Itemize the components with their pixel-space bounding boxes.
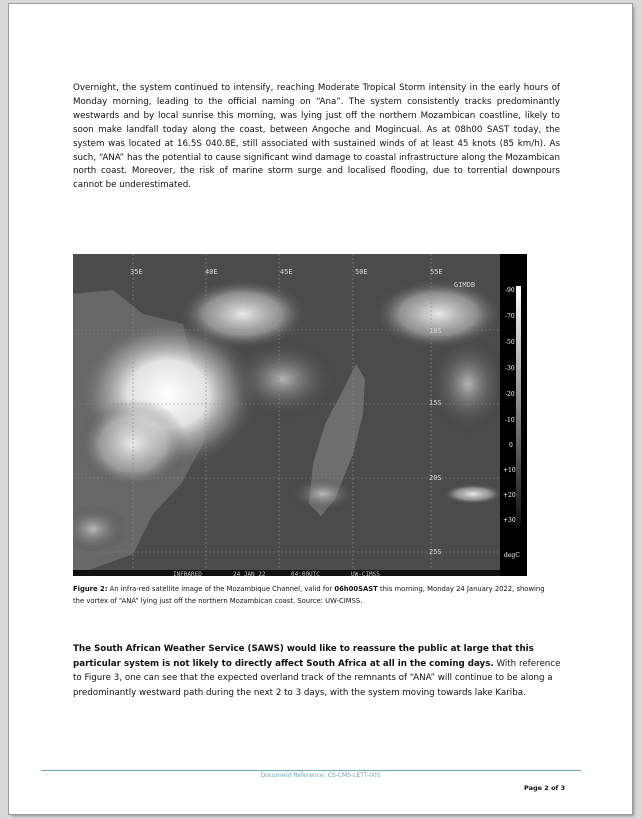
lon-label-40e: 40E xyxy=(205,268,218,276)
body-paragraph-saws-statement xyxy=(73,642,563,700)
scale-value: -50 xyxy=(505,339,515,346)
caption-text: An infra-red satellite image of the Mozambique Channel, valid for xyxy=(107,585,335,593)
lat-label-10s: 10S xyxy=(429,327,442,335)
caption-text-continued: this morning, Monday 24 January 2022, showing the vortex of “ANA” lying just off the northern Mozambican coast. Source: UW-CIMSS. xyxy=(73,585,545,605)
scale-value: -20 xyxy=(505,391,515,398)
caption-label: Figure 2: xyxy=(73,585,108,593)
scale-value: +30 xyxy=(503,517,516,524)
lat-label-20s: 20S xyxy=(429,474,442,482)
lat-label-25s: 25S xyxy=(429,548,442,556)
image-date-label: 24 JAN 22 xyxy=(233,571,266,576)
scale-value: -30 xyxy=(505,365,515,372)
lon-label-35e: 35E xyxy=(130,268,143,276)
lon-label-45e: 45E xyxy=(280,268,293,276)
satellite-image xyxy=(73,254,527,576)
scale-value: +20 xyxy=(503,492,516,499)
image-band-label: INFRARED xyxy=(173,571,202,576)
saws-statement-bold: The South African Weather Service (SAWS) would like to reassure the public at large that this particular system is not likely to directly affect South Africa at all in the coming days. xyxy=(73,644,534,669)
lon-label-50e: 50E xyxy=(355,268,368,276)
figure-caption xyxy=(73,584,553,607)
satellite-image-graphic xyxy=(73,254,527,576)
scale-unit: degC xyxy=(504,552,520,559)
lat-label-15s: 15S xyxy=(429,399,442,407)
scale-value: -70 xyxy=(505,313,515,320)
document-page xyxy=(9,4,632,814)
footer-divider xyxy=(41,770,581,771)
scale-value: -10 xyxy=(505,417,515,424)
saws-statement-text: With reference to Figure 3, one can see that the expected overland track of the remnants of “ANA” will continue to be along a predominantly westward path during the next 2 to 3 days, with the system moving towards lake Kariba. xyxy=(73,658,561,698)
logo-label: GIMDB xyxy=(454,281,476,289)
caption-time: 06h00SAST xyxy=(334,585,378,593)
scale-value: +10 xyxy=(503,467,516,474)
scale-value: 0 xyxy=(509,442,513,449)
body-paragraph-storm-update: Overnight, the system continued to intensify, reaching Moderate Tropical Storm intensity in the early hours of Monday morning, leading to the official naming on “Ana”. The system consistently tracks predominantly westwards and by local sunrise this morning, was lying just off the northern Mozambican coastline, likely to soon make landfall today along the coast, between Angoche and Mogincual. As at 08h00 SAST today, the system was located at 16.5S 040.8E, still associated with sustained winds of at least 45 knots (85 km/h). As such, “ANA” has the potential to cause significant wind damage to coastal infrastructure along the Mozambican north coast. Moreover, the risk of marine storm surge and localised flooding, due to torrential downpours cannot be underestimated. xyxy=(73,83,560,191)
image-time-label: 04:00UTC xyxy=(291,571,320,576)
image-source-label: UW-CIMSS xyxy=(351,571,380,576)
scale-value: -90 xyxy=(505,287,515,294)
page-number: Page 2 of 3 xyxy=(524,784,566,792)
lon-label-55e: 55E xyxy=(430,268,443,276)
document-reference: Document Reference: CS-CMS-LETT-005 xyxy=(260,772,381,779)
